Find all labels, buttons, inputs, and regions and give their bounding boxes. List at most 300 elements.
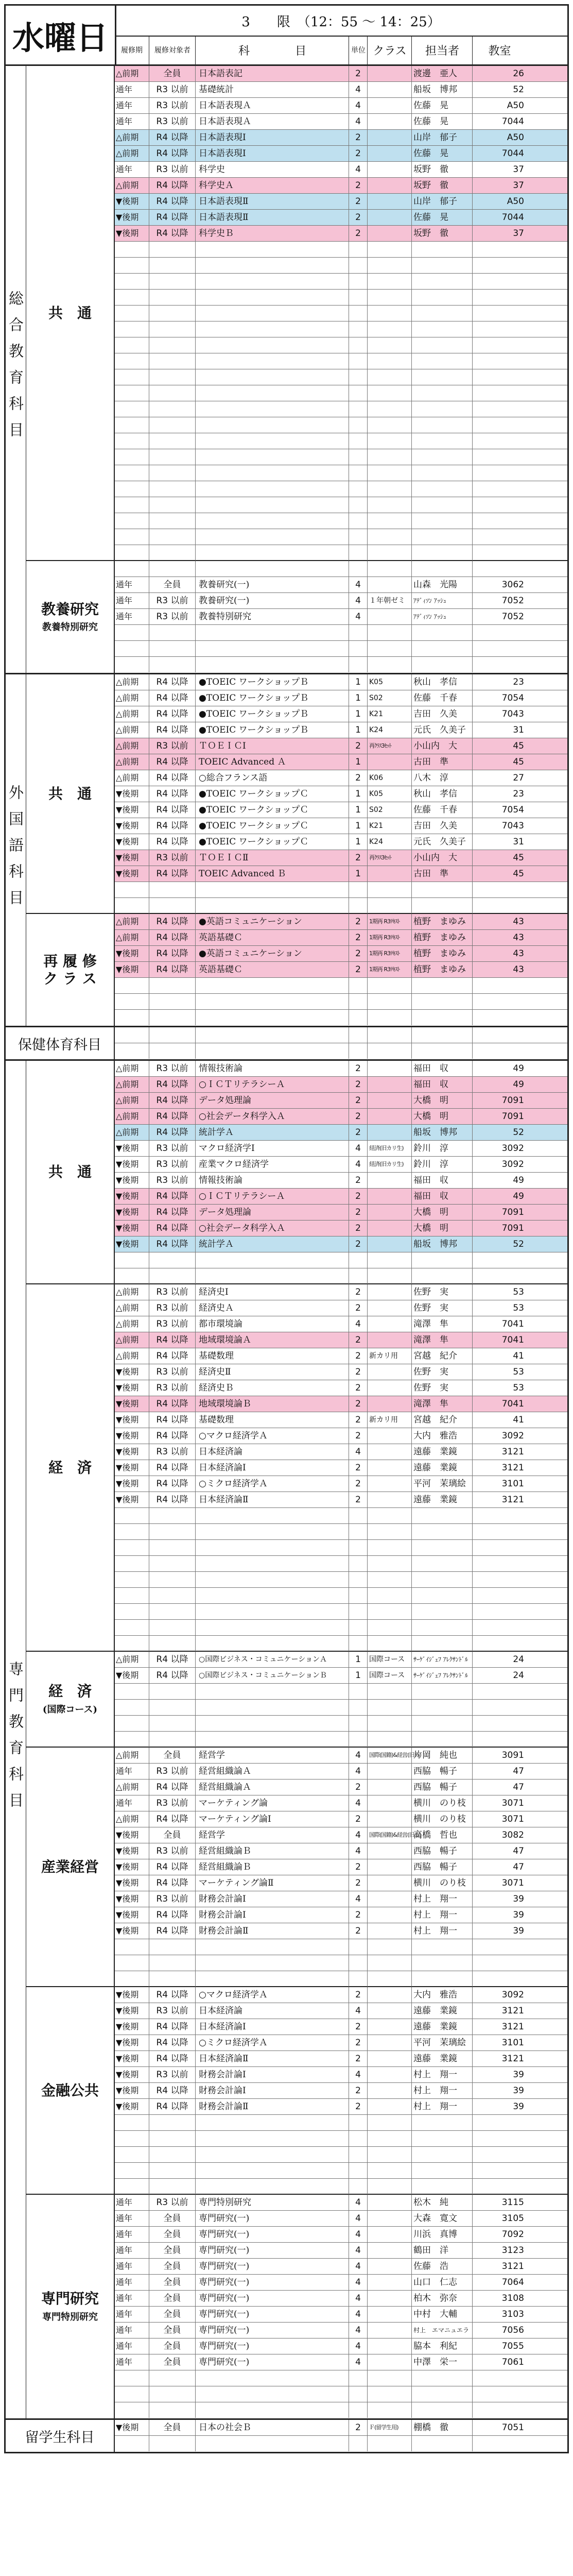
term-cell: 通年 [116,2309,133,2319]
target-cell: R4 以降 [149,1348,195,1364]
term-cell [115,513,149,529]
class-cell [367,258,411,273]
teacher-cell: 大内 雅浩 [411,1428,472,1444]
room-cell [472,2402,526,2418]
teacher-cell: 平河 茉璃絵 [411,1476,472,1492]
target-cell [149,994,195,1009]
credit-cell: 2 [349,1428,367,1444]
class-cell [367,1043,411,1059]
subject-cell: 地域環境論Ｂ [195,1396,349,1412]
term-cell: ▼後期 [116,1846,139,1856]
room-cell: 7092 [472,2227,526,2242]
class-cell [367,2386,411,2402]
class-cell [367,1939,411,1955]
term-cell: 通年 [116,2341,133,2351]
teacher-cell: 横川 のり枝 [411,1811,472,1827]
room-cell [472,1955,526,1971]
subsection-subtitle: 教養特別研究 [42,622,98,633]
room-cell: 7091 [472,1109,526,1124]
subsection [26,561,567,673]
section-label [6,674,26,1026]
empty-row [115,1620,567,1636]
course-row [115,962,567,978]
course-row [115,226,567,242]
room-cell: 39 [472,1907,526,1923]
credit-cell: 2 [349,1492,367,1507]
class-cell [367,194,411,209]
target-cell: R4 以降 [149,1221,195,1236]
teacher-cell [411,1572,472,1587]
room-cell: 45 [472,866,526,882]
term-cell [115,2370,149,2386]
room-cell: 3062 [472,577,526,592]
credit-cell: 4 [349,609,367,624]
teacher-cell: 遠藤 業鏡 [411,2051,472,2066]
subject-cell: マーケティング論Ⅰ [195,1811,349,1827]
teacher-cell: ｻｰｹﾞｲｼﾞｪﾌ ｱﾚｸｻﾝﾄﾞﾙ [411,1652,472,1667]
subject-cell: ●TOEIC ワークショップＣ [195,834,349,850]
class-cell [367,1795,411,1811]
subject-cell: ●TOEIC ワークショップＢ [195,690,349,706]
subject-cell [195,2115,349,2130]
teacher-cell: 高橋 哲也 [411,1827,472,1843]
class-cell [367,1524,411,1539]
course-row [115,1093,567,1109]
class-cell [367,497,411,513]
credit-cell [349,449,367,465]
course-row [115,1444,567,1460]
target-cell: R3 以前 [149,1843,195,1859]
empty-row [115,369,567,385]
empty-row [115,2147,567,2163]
teacher-cell: 村上 翔一 [411,1923,472,1939]
target-cell: R4 以降 [149,1652,195,1667]
teacher-cell: 福田 収 [411,1189,472,1204]
empty-row [115,401,567,417]
teacher-cell: 古田 準 [411,754,472,770]
teacher-cell [411,2370,472,2386]
credit-cell [349,561,367,577]
course-row [115,2067,567,2083]
teacher-cell [411,274,472,289]
credit-cell [349,882,367,897]
class-cell [367,609,411,624]
class-cell [367,754,411,770]
teacher-cell [411,1588,472,1603]
teacher-cell [411,1043,472,1059]
class-cell [367,1811,411,1827]
credit-cell [349,321,367,337]
room-cell: 7091 [472,1205,526,1220]
subject-cell [195,2131,349,2146]
credit-cell: 1 [349,1668,367,1683]
credit-cell: 4 [349,1748,367,1763]
target-cell [149,1524,195,1539]
class-cell [367,561,411,577]
class-cell [367,2243,411,2258]
term-cell [115,1252,149,1268]
course-row [115,2227,567,2243]
room-cell: 39 [472,2067,526,2082]
target-cell: R4 以降 [149,226,195,241]
target-cell [149,1684,195,1699]
subject-cell: ●英語コミュニケーション [195,946,349,961]
class-cell: 1期再 R3ﾃｷｽﾄ [367,946,411,961]
term-cell [115,1540,149,1555]
subject-cell: ○ＩＣＴリテラシーＡ [195,1189,349,1204]
class-cell [367,1444,411,1460]
term-cell: △前期 [116,1814,139,1824]
course-row [115,770,567,786]
teacher-cell [411,1732,472,1747]
target-cell: R3 以前 [149,2195,195,2210]
credit-cell: 2 [349,226,367,241]
room-cell [472,2179,526,2194]
target-cell: 全員 [149,2323,195,2338]
teacher-cell: 鈴川 淳 [411,1141,472,1156]
empty-row [115,353,567,369]
target-cell: 全員 [149,66,195,81]
teacher-cell [411,417,472,433]
empty-row [115,1588,567,1604]
teacher-cell: 滝澤 隼 [411,1396,472,1412]
class-cell [367,1604,411,1619]
room-cell: 53 [472,1380,526,1396]
room-cell: 45 [472,754,526,770]
target-cell: 全員 [149,2243,195,2258]
term-cell: ▼後期 [116,1463,139,1472]
credit-cell [349,2147,367,2162]
course-row [115,1173,567,1189]
subject-cell: 日本経済論Ⅱ [195,2051,349,2066]
subject-cell: 財務会計論Ⅰ [195,1907,349,1923]
room-cell: 3123 [472,2243,526,2258]
course-grid [115,561,567,673]
credit-cell: 1 [349,786,367,802]
room-cell [472,1700,526,1715]
credit-cell: 4 [349,2195,367,2210]
class-cell: １年朝ゼミ [367,593,411,608]
target-cell: R4 以降 [149,1492,195,1507]
subject-cell [195,1716,349,1731]
subject-cell [195,641,349,656]
room-cell [472,1043,526,1059]
room-cell: 3071 [472,1811,526,1827]
course-row [115,786,567,802]
teacher-cell: 遠藤 業鏡 [411,2003,472,2019]
target-cell: R3 以前 [149,98,195,113]
subject-cell: 財務会計論Ⅱ [195,2099,349,2114]
room-cell [472,529,526,545]
col-credit: 単位 [349,36,368,64]
class-cell [367,369,411,385]
term-cell: 通年 [116,1798,133,1808]
credit-cell: 4 [349,1316,367,1332]
subject-cell: 統計学Ａ [195,1125,349,1140]
subject-cell: 専門研究(一) [195,2338,349,2354]
teacher-cell: 小山内 大 [411,738,472,754]
class-cell [367,2227,411,2242]
course-grid [115,2420,567,2452]
room-cell [472,882,526,897]
room-cell: A50 [472,98,526,113]
room-cell: 3121 [472,2051,526,2066]
teacher-cell [411,1010,472,1025]
target-cell [149,1268,195,1284]
room-cell: 26 [472,66,526,81]
course-row [115,1923,567,1939]
class-cell [367,1588,411,1603]
room-cell [472,1604,526,1619]
subject-cell: 財務会計論Ⅰ [195,1891,349,1907]
term-cell [115,898,149,913]
empty-row [115,1955,567,1971]
room-cell: 23 [472,674,526,690]
room-cell: 3121 [472,1460,526,1476]
subject-cell: 専門研究(一) [195,2227,349,2242]
target-cell: 全員 [149,2259,195,2274]
subject-cell: 日本語表現Ａ [195,114,349,129]
subject-cell [195,274,349,289]
term-cell [115,1955,149,1971]
course-row [115,2083,567,2099]
subject-cell: 専門研究(一) [195,2307,349,2322]
class-cell: 国際(国籍)&経営(旧カ) [367,1827,411,1843]
term-cell [115,369,149,385]
teacher-cell: 村上 翔一 [411,2067,472,2082]
target-cell [149,1588,195,1603]
course-grid [115,1284,567,1651]
teacher-cell: 坂野 徹 [411,178,472,193]
teacher-cell [411,1252,472,1268]
term-cell: ▼後期 [116,2038,139,2047]
teacher-cell [411,2436,472,2451]
room-cell [472,1636,526,1651]
subsection-title: 共 通 [48,1163,92,1181]
credit-cell [349,994,367,1009]
course-grid [115,674,567,913]
course-row [115,930,567,946]
term-cell [115,641,149,656]
subject-cell: 英語基礎Ｃ [195,962,349,977]
class-cell [367,1556,411,1571]
room-cell [472,625,526,640]
credit-cell: 4 [349,1764,367,1779]
credit-cell: 2 [349,2420,367,2435]
term-cell [115,1588,149,1603]
term-cell: 通年 [116,2245,133,2255]
term-cell: ▼後期 [116,1175,139,1185]
course-row [115,2307,567,2323]
teacher-cell [411,290,472,305]
credit-cell: 2 [349,66,367,81]
room-cell: 23 [472,786,526,802]
target-cell [149,1508,195,1523]
course-row [115,593,567,609]
class-cell [367,898,411,913]
target-cell [149,385,195,401]
class-cell [367,2131,411,2146]
room-cell: 47 [472,1859,526,1875]
teacher-cell [411,882,472,897]
term-cell [115,1043,149,1059]
room-cell: 49 [472,1077,526,1092]
class-cell [367,1173,411,1188]
term-cell: 通年 [116,2277,133,2287]
teacher-cell [411,2386,472,2402]
class-cell [367,513,411,529]
room-cell [472,1268,526,1284]
class-cell [367,2019,411,2035]
class-cell: 国際(国籍)&経営(旧カ) [367,1748,411,1763]
course-row [115,2195,567,2211]
room-cell [472,545,526,561]
teacher-cell: 大橋 明 [411,1205,472,1220]
target-cell [149,321,195,337]
class-cell: K24 [367,834,411,850]
course-row [115,1875,567,1891]
term-cell: ▼後期 [116,1670,139,1680]
teacher-cell: 佐藤 晃 [411,98,472,113]
target-cell: R4 以降 [149,1412,195,1428]
teacher-cell [411,1955,472,1971]
credit-cell: 2 [349,1476,367,1492]
empty-row [115,481,567,497]
term-cell: △前期 [116,148,139,158]
target-cell: R4 以降 [149,1460,195,1476]
target-cell [149,2179,195,2194]
term-cell [115,994,149,1009]
credit-cell [349,1588,367,1603]
target-cell: R4 以降 [149,1109,195,1124]
room-cell: 3121 [472,1492,526,1507]
credit-cell: 2 [349,2019,367,2035]
class-cell [367,1764,411,1779]
room-cell [472,353,526,369]
room-cell: 7044 [472,146,526,161]
term-cell [115,1716,149,1731]
class-cell: 経済(旧カリ生) [367,1157,411,1172]
term-cell [115,321,149,337]
term-cell: △前期 [116,1654,139,1664]
class-cell [367,2035,411,2050]
room-cell [472,401,526,417]
target-cell: R3 以前 [149,609,195,624]
target-cell [149,898,195,913]
empty-row [115,2386,567,2402]
room-cell: 43 [472,914,526,929]
term-cell [115,449,149,465]
target-cell: 全員 [149,2338,195,2354]
subsection-title: 再 履 修 ク ラ ス [43,952,97,987]
teacher-cell [411,1027,472,1043]
credit-cell: 2 [349,2051,367,2066]
course-row [115,1077,567,1093]
teacher-cell [411,1700,472,1715]
room-cell: 52 [472,82,526,97]
target-cell: R3 以前 [149,1284,195,1300]
subject-cell [195,513,349,529]
credit-cell: 4 [349,98,367,113]
teacher-cell [411,369,472,385]
teacher-cell: 山森 光陽 [411,577,472,592]
course-row [115,210,567,226]
class-cell [367,882,411,897]
term-cell [115,401,149,417]
class-cell [367,66,411,81]
target-cell: R4 以降 [149,1780,195,1795]
subject-cell: 情報技術論 [195,1061,349,1076]
target-cell: R3 以前 [149,162,195,177]
credit-cell: 4 [349,2227,367,2242]
room-cell [472,1252,526,1268]
teacher-cell: 佐藤 千春 [411,690,472,706]
empty-row [115,1716,567,1732]
target-cell [149,1939,195,1955]
term-cell: 通年 [116,164,133,174]
teacher-cell: 坂野 徹 [411,162,472,177]
subsection [26,2195,567,2418]
teacher-cell [411,337,472,353]
teacher-cell: 船坂 博邦 [411,1236,472,1252]
credit-cell [349,369,367,385]
teacher-cell [411,994,472,1009]
teacher-cell [411,2179,472,2194]
subject-cell: マクロ経済学Ⅰ [195,1141,349,1156]
course-grid [115,66,567,560]
room-cell: 27 [472,770,526,786]
class-cell [367,306,411,321]
room-cell [472,2370,526,2386]
room-cell: 7043 [472,706,526,722]
teacher-cell [411,401,472,417]
room-cell: 3115 [472,2195,526,2210]
teacher-cell [411,1684,472,1699]
term-cell: △前期 [116,1287,139,1297]
empty-row [115,2402,567,2418]
teacher-cell [411,641,472,656]
subject-cell: ●TOEIC ワークショップＣ [195,802,349,818]
term-cell: ▼後期 [116,212,139,222]
target-cell: R3 以前 [149,82,195,97]
class-cell [367,641,411,656]
course-row [115,1748,567,1764]
teacher-cell: 棚橋 徹 [411,2420,472,2435]
room-cell [472,306,526,321]
subsection [26,1652,567,1748]
credit-cell: 4 [349,1827,367,1843]
subsection-title: 金融公共 [41,2081,99,2099]
subject-cell [195,1636,349,1651]
course-grid [115,1748,567,1986]
target-cell: R3 以前 [149,1795,195,1811]
credit-cell [349,2370,367,2386]
class-cell [367,1221,411,1236]
credit-cell [349,433,367,449]
term-cell [115,1027,149,1043]
term-cell: ▼後期 [116,1415,139,1425]
col-subject: 科 目 [195,36,349,64]
credit-cell [349,1524,367,1539]
term-cell: △前期 [116,1782,139,1792]
teacher-cell: 西脇 暢子 [411,1843,472,1859]
room-cell [472,2163,526,2178]
credit-cell [349,2436,367,2451]
room-cell: 7064 [472,2275,526,2290]
class-cell [367,321,411,337]
empty-row [115,898,567,914]
course-row [115,146,567,162]
